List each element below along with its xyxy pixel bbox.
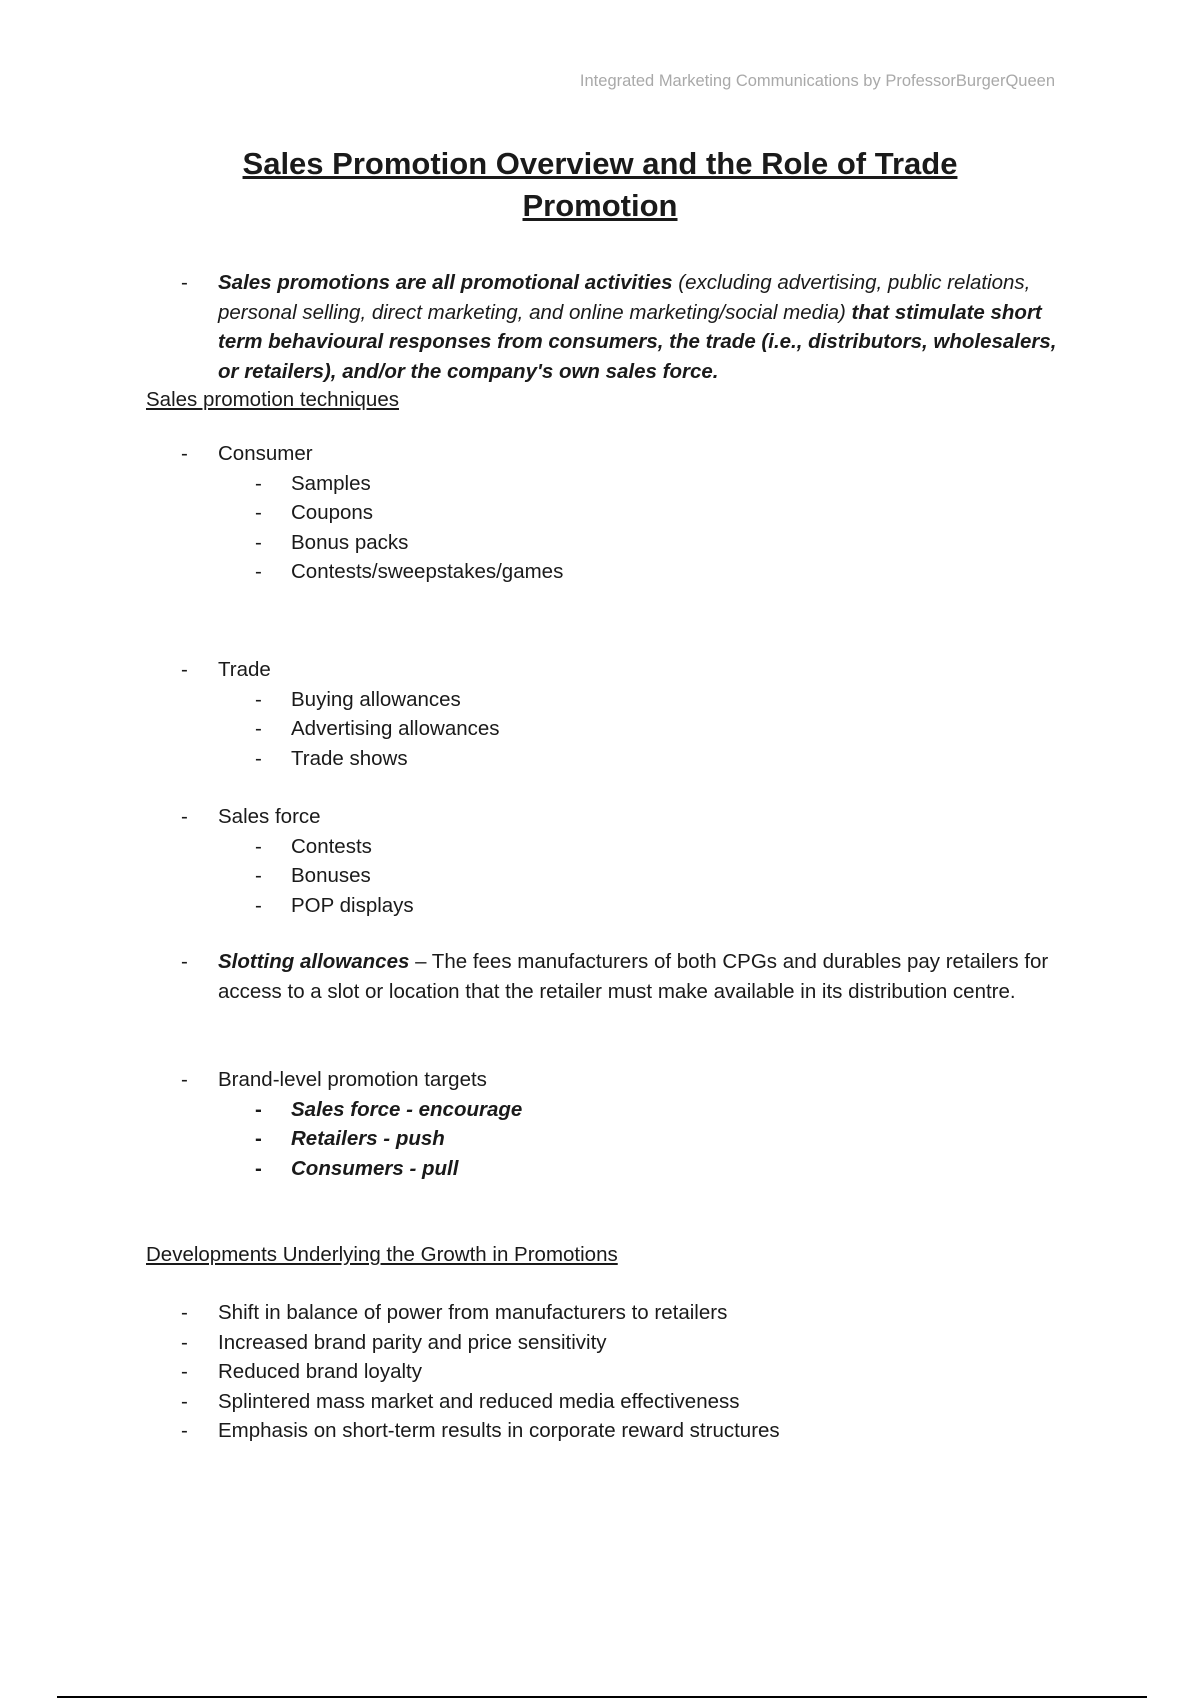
list-item [181,714,1061,744]
section-heading-techniques: Sales promotion techniques [146,388,399,411]
list-item [181,1416,1061,1446]
bullet-dash: - [255,717,262,740]
bullet-dash: - [255,864,262,887]
list-item [181,1387,1061,1417]
list-item [181,744,1061,774]
list-item [181,1124,1061,1154]
list-item [181,1095,1061,1125]
list-item [181,685,1061,715]
list-item [181,1065,1061,1095]
bullet-dash: - [181,1068,188,1091]
bullet-dash: - [255,687,262,711]
bullet-dash: - [181,442,188,465]
technique-item: Bonus packs [291,530,409,554]
list-item [181,498,1061,528]
developments-list [181,1298,1061,1446]
footer-divider [57,1696,1147,1698]
bullet-dash: - [181,805,188,828]
bullet-dash: - [255,746,262,770]
intro-paragraph [181,268,1061,386]
bullet-dash: - [181,658,188,681]
list-item [181,1298,1061,1328]
page-title-line-2: Promotion [522,188,678,223]
technique-item: Samples [291,471,371,495]
bullet-dash: - [255,1097,262,1121]
technique-label: Brand-level promotion targets [218,1068,487,1091]
technique-label: Sales force [218,805,321,828]
bullet-dash: - [181,1360,188,1383]
slotting-term: Slotting allowances [218,950,410,973]
target-item: Sales force - encourage [291,1097,523,1121]
bullet-dash: - [255,893,262,917]
list-item [181,557,1061,587]
development-item: Shift in balance of power from manufacturers to retailers [218,1301,728,1324]
list-item [181,1328,1061,1358]
technique-label: Consumer [218,442,313,465]
development-item: Increased brand parity and price sensitivity [218,1330,607,1354]
slotting-allowances-definition [181,947,1061,1006]
technique-item: Contests/sweepstakes/games [291,560,564,583]
header-note: Integrated Marketing Communications by ProfessorBurgerQueen [579,72,1055,90]
technique-item: Contests [291,834,372,858]
technique-item: Buying allowances [291,687,461,711]
technique-item: Trade shows [291,746,408,770]
list-item [181,439,1061,469]
intro-bold-tail: that stimulate short term behavioural responses from consumers, the trade (i.e., distributors, wholesalers, or retailers), and/or the company's own sales force. [218,300,1057,383]
list-item [181,1357,1061,1387]
development-item: Emphasis on short-term results in corporate reward structures [218,1419,780,1442]
technique-group-sales-force [181,802,1061,920]
technique-item: Advertising allowances [291,717,500,740]
bullet-dash: - [181,1389,188,1413]
bullet-dash: - [255,501,262,524]
section-heading-developments: Developments Underlying the Growth in Promotions [146,1243,618,1266]
technique-group-trade [181,655,1061,773]
development-item: Reduced brand loyalty [218,1360,422,1383]
bullet-dash: - [181,271,188,294]
intro-bold-lead: Sales promotions are all promotional activities [218,271,673,294]
bullet-dash: - [181,950,188,973]
bullet-dash: - [255,1127,262,1150]
page-title-line-1: Sales Promotion Overview and the Role of Trade [242,146,958,181]
bullet-dash: - [255,530,262,554]
technique-item: Coupons [291,501,374,524]
bullet-dash: - [255,1156,262,1180]
list-item [181,832,1061,862]
list-item [181,655,1061,685]
list-item [181,469,1061,499]
list-item [181,1154,1061,1184]
list-item [181,861,1061,891]
bullet-dash: - [181,1330,188,1354]
bullet-dash: - [255,834,262,858]
intro-italic-aside: (excluding advertising, public relations, personal selling, direct marketing, and online marketing/social media) [218,271,1031,324]
technique-item: POP displays [291,893,414,917]
bullet-dash: - [181,1419,188,1442]
list-item [181,528,1061,558]
target-item: Consumers - pull [291,1156,459,1180]
target-item: Retailers - push [291,1127,445,1150]
bullet-dash: - [255,471,262,495]
page-title [130,143,1070,227]
brand-level-targets [181,1065,1061,1183]
development-item: Splintered mass market and reduced media effectiveness [218,1389,740,1413]
bullet-dash: - [255,560,262,583]
technique-label: Trade [218,658,271,681]
slotting-definition: – The fees manufacturers of both CPGs and durables pay retailers for access to a slot or location that the retailer must make available in its distribution centre. [218,950,1049,1003]
technique-item: Bonuses [291,864,371,887]
bullet-dash: - [181,1301,188,1324]
list-item [181,891,1061,921]
list-item [181,802,1061,832]
technique-group-consumer [181,439,1061,587]
